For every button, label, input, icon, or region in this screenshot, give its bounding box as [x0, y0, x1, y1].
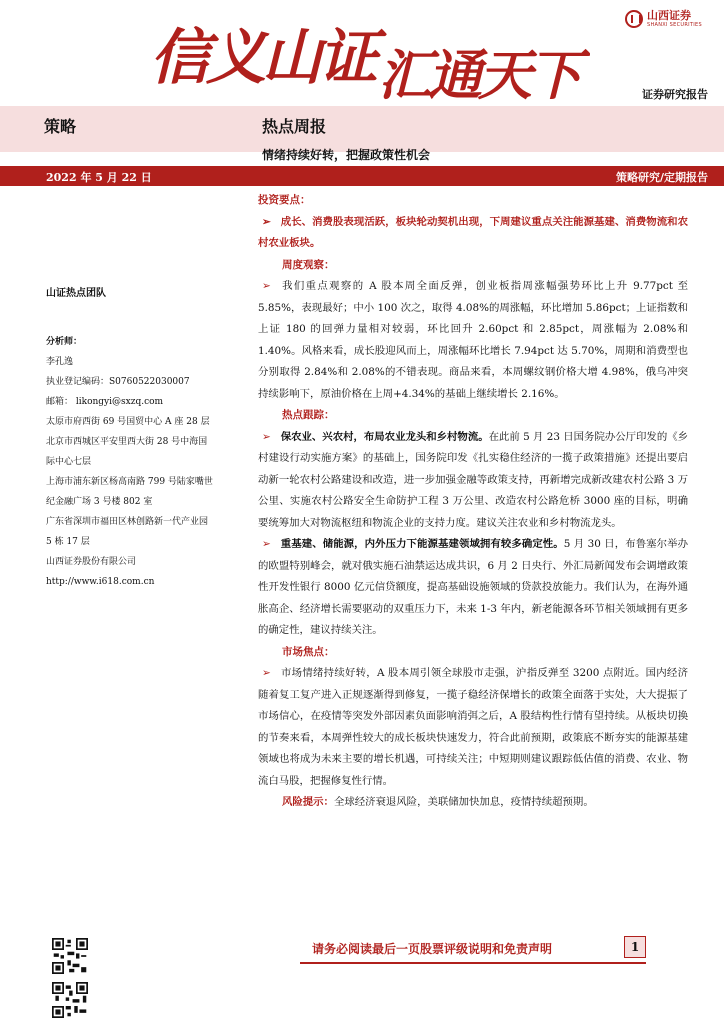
- risk-heading: 风险提示：: [282, 796, 334, 808]
- bullet-icon: ➢: [262, 280, 271, 292]
- investment-heading: 投资要点：: [258, 194, 311, 206]
- hot-paragraph-2: [258, 534, 688, 642]
- bullet-icon: ➢: [262, 538, 271, 550]
- address-line: 北京市西城区平安里西大街 28 号中海国: [46, 437, 208, 447]
- slogan-calligraphy: [150, 14, 590, 100]
- qr-code-icon: [52, 982, 88, 1018]
- logo-name: 山西证券: [647, 9, 691, 22]
- market-paragraph: [258, 663, 688, 792]
- analyst-license: 执业登记编码：S0760522030007: [46, 377, 190, 387]
- qr-code-icon: [52, 938, 88, 974]
- main-content: [258, 190, 688, 814]
- svg-text:汇通天下: 汇通天下: [378, 43, 578, 100]
- hot-paragraph-1: [258, 427, 688, 535]
- address-line: 际中心七层: [46, 457, 92, 467]
- bullet-icon: ➢: [262, 667, 271, 679]
- bullet-icon: ➢: [262, 430, 271, 443]
- hot-heading: 热点跟踪：: [282, 409, 335, 421]
- market-text: 市场情绪持续好转，A 股本周引领全球股市走强，沪指反弹至 3200 点附近。国内经济随着复工复产进入正规逐渐得到修复，一揽子稳经济保增长的政策全面落于实处，大大提振了市场信心，在疫情等突发外部因素负面影响消弭之后，A 股结构性行情有望持续。从板块切换的节奏来看，本周弹性较大的成长板块快速发力，符合此前预期，政策底不断夯实的能源基建领域也将成为未来主要的增长机遇，可持续关注；中短期则建议跟踪低估值的消费、农业、物流白马股，把握修复性行情。: [258, 667, 688, 787]
- address-line: 纪金融广场 3 号楼 802 室: [46, 497, 153, 507]
- weekly-heading: 周度观察：: [282, 258, 335, 271]
- company-logo: [625, 6, 717, 32]
- address-line: 上海市浦东新区杨高南路 799 号陆家嘴世: [46, 477, 213, 487]
- risk-text: 全球经济衰退风险，美联储加快加息，疫情持续超预期。: [333, 796, 594, 808]
- investment-point-text: 成长、消费股表现活跃，板块轮动契机出现，下周建议重点关注能源基建、消费物流和农村农业板块。: [258, 215, 688, 249]
- author-column: [46, 284, 246, 592]
- hot1-text: 在此前 5 月 23 日国务院办公厅印发的《乡村建设行动实施方案》的基础上，国务院印发《扎实稳住经济的一揽子政策措施》还提出要启动新一轮农村公路建设和改造，进一步加强金融等政策支持，再新增完成新改建农村公路 3 万公里、实施农村公路安全生命防护工程 3 万公里、改造农村公路危桥 3000 座的目标，明确要统筹加大对物流枢纽和物流企业的支持力度。建议关注农业和乡村物流龙头。: [258, 430, 688, 529]
- address-line: 广东省深圳市福田区林创路新一代产业园: [46, 517, 209, 527]
- svg-text:信义山证: 信义山证: [150, 23, 374, 93]
- address-line: 太原市府西街 69 号国贸中心 A 座 28 层: [46, 417, 210, 427]
- market-heading: 市场焦点：: [282, 645, 335, 658]
- hot2-text: 5 月 30 日，布鲁塞尔举办的欧盟特别峰会，就对俄实施石油禁运达成共识，6 月 2 日央行、外汇局新闻发布会调增政策性开发性银行 8000 亿元信贷额度，提高基础设施领域的贷款投放能力。我们认为，在海外通胀高企、经济增长需要驱动的双重压力下，未来 1-3 年内，新老能源各环节相关领域拥有更多的确定性，建议持续关注。: [258, 538, 689, 636]
- report-title: 热点周报: [262, 117, 327, 136]
- page-number: 1: [624, 936, 646, 958]
- company-name: 山西证券股份有限公司: [46, 557, 137, 567]
- analyst-heading: 分析师：: [46, 337, 83, 347]
- address-line: 5 栋 17 层: [46, 537, 90, 547]
- analyst-name: 李孔逸: [46, 357, 74, 367]
- report-type: 证券研究报告: [642, 88, 708, 101]
- footer-divider: [300, 962, 646, 964]
- report-category: 策略: [44, 117, 77, 136]
- date-bar: [0, 166, 724, 186]
- analyst-email[interactable]: 邮箱： likongyi@sxzq.com: [46, 397, 164, 407]
- logo-mark-icon: [625, 10, 643, 28]
- bullet-icon: ➢: [262, 215, 271, 228]
- weekly-text: 我们重点观察的 A 股本周全面反弹，创业板指周涨幅强势环比上升 9.77pct 至 5.85%，表现最好；中小 100 次之，取得 4.08%的周涨幅，环比增加 5.86pct；上证指数和上证 180 的回弹力量相对较弱，环比回升 2.60pct 和 2.85pct，周涨幅为 2.08%和 1.40%。风格来看，成长股迎风而上，周涨幅环比增长 7.94pct 达 5.70%，周期和消费型也分别取得 2.84%和 2.08%的不错表现。商品来看，本周螺纹钢价格大增 4.98%，俄乌冲突持续影响下，原油价格在上周+4.34%的基础上继续增长 2.16%。: [258, 280, 688, 400]
- weekly-paragraph: [258, 276, 688, 405]
- investment-point: [258, 212, 688, 255]
- risk-paragraph: [258, 792, 688, 814]
- report-kind: 策略研究/定期报告: [615, 171, 708, 184]
- report-date: 2022 年 5 月 22 日: [46, 171, 152, 184]
- team-name: 山证热点团队: [46, 288, 106, 299]
- report-subtitle: 情绪持续好转，把握政策性机会: [262, 148, 431, 162]
- hot2-bold: 重基建、储能源，内外压力下能源基建领域拥有较多确定性。: [280, 538, 564, 550]
- disclaimer-note: 请务必阅读最后一页股票评级说明和免责声明: [312, 942, 553, 956]
- company-website[interactable]: http://www.i618.com.cn: [46, 577, 155, 587]
- hot1-bold: 保农业、兴农村，布局农业龙头和乡村物流。: [280, 430, 489, 443]
- logo-sub: SHANXI SECURITIES: [647, 22, 702, 28]
